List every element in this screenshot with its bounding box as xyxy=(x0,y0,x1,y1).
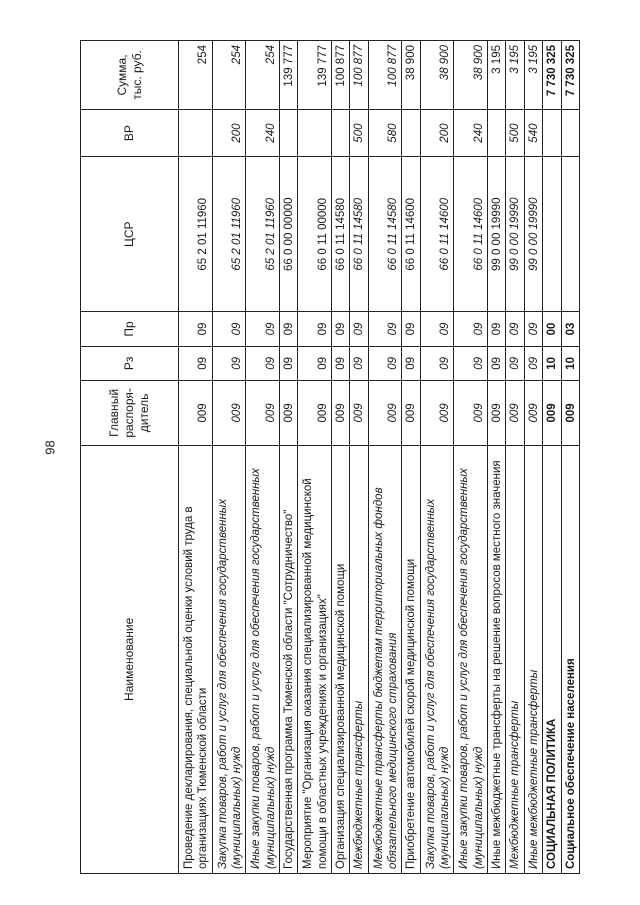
row-csr xyxy=(561,157,580,312)
row-sum: 3 195 xyxy=(524,41,542,110)
row-vr: 200 xyxy=(212,109,246,156)
header-sum: Сумма, тыс. руб. xyxy=(81,41,179,110)
row-pr: 09 xyxy=(420,312,454,346)
table-header-row xyxy=(81,41,179,874)
row-sum: 38 900 xyxy=(454,41,488,110)
row-pr: 09 xyxy=(402,312,420,346)
row-vr xyxy=(179,109,213,156)
row-csr: 65 2 01 11960 xyxy=(212,157,246,312)
row-csr: 99 0 00 19990 xyxy=(506,157,524,312)
row-rz: 09 xyxy=(246,346,280,380)
row-sum: 38 900 xyxy=(420,41,454,110)
row-csr: 66 0 11 14580 xyxy=(368,157,402,312)
row-grp: 009 xyxy=(350,381,368,446)
row-pr: 09 xyxy=(298,312,332,346)
row-pr: 09 xyxy=(279,312,297,346)
row-name: Иные закупки товаров, работ и услуг для обеспечения государственных (муниципальных) нужд xyxy=(246,445,280,873)
row-rz: 09 xyxy=(487,346,505,380)
row-vr: 500 xyxy=(506,109,524,156)
row-grp: 009 xyxy=(543,381,561,446)
row-name: Иные межбюджетные трансферты на решение вопросов местного значения xyxy=(487,445,505,873)
row-rz: 09 xyxy=(524,346,542,380)
table-row xyxy=(543,41,561,874)
row-name: Межбюджетные трансферты xyxy=(506,445,524,873)
table-row xyxy=(179,41,213,874)
row-vr xyxy=(487,109,505,156)
row-name: Приобретение автомобилей скорой медицинской помощи xyxy=(402,445,420,873)
header-name: Наименование xyxy=(81,445,179,873)
row-csr: 66 0 11 14580 xyxy=(331,157,349,312)
header-grp: Главный распоря-дитель xyxy=(81,381,179,446)
row-sum: 100 877 xyxy=(350,41,368,110)
row-rz: 09 xyxy=(454,346,488,380)
row-grp: 009 xyxy=(506,381,524,446)
row-name: Проведение декларирования, специальной оценки условий труда в организациях Тюменской области xyxy=(179,445,213,873)
row-sum: 139 777 xyxy=(298,41,332,110)
row-pr: 09 xyxy=(350,312,368,346)
row-pr: 09 xyxy=(246,312,280,346)
table-row xyxy=(454,41,488,874)
row-vr: 500 xyxy=(350,109,368,156)
rotated-page xyxy=(80,40,580,874)
table-row xyxy=(506,41,524,874)
row-name: Социальное обеспечение населения xyxy=(561,445,580,873)
row-sum: 3 195 xyxy=(506,41,524,110)
row-rz: 09 xyxy=(402,346,420,380)
row-pr: 00 xyxy=(543,312,561,346)
row-grp: 009 xyxy=(212,381,246,446)
row-sum: 100 877 xyxy=(331,41,349,110)
budget-table xyxy=(80,40,580,874)
row-name: Государственная программа Тюменской области "Сотрудничество" xyxy=(279,445,297,873)
row-grp: 009 xyxy=(179,381,213,446)
row-csr: 66 0 11 14600 xyxy=(402,157,420,312)
row-grp: 009 xyxy=(487,381,505,446)
row-csr: 66 0 11 14600 xyxy=(420,157,454,312)
row-pr: 09 xyxy=(524,312,542,346)
row-csr: 65 2 01 11960 xyxy=(246,157,280,312)
table-row xyxy=(212,41,246,874)
table-row xyxy=(350,41,368,874)
row-grp: 009 xyxy=(420,381,454,446)
header-csr: ЦСР xyxy=(81,157,179,312)
row-grp: 009 xyxy=(279,381,297,446)
row-name: Закупка товаров, работ и услуг для обеспечения государственных (муниципальных) нужд xyxy=(212,445,246,873)
header-vr: ВР xyxy=(81,109,179,156)
row-sum: 100 877 xyxy=(368,41,402,110)
row-grp: 009 xyxy=(331,381,349,446)
table-row xyxy=(368,41,402,874)
row-grp: 009 xyxy=(402,381,420,446)
row-vr: 240 xyxy=(246,109,280,156)
row-pr: 09 xyxy=(487,312,505,346)
row-rz: 10 xyxy=(543,346,561,380)
row-csr: 66 0 11 14600 xyxy=(454,157,488,312)
row-name: Иные закупки товаров, работ и услуг для обеспечения государственных (муниципальных) нужд xyxy=(454,445,488,873)
table-row xyxy=(561,41,580,874)
row-grp: 009 xyxy=(524,381,542,446)
table-row xyxy=(298,41,332,874)
row-rz: 09 xyxy=(506,346,524,380)
row-csr: 99 0 00 19990 xyxy=(524,157,542,312)
row-pr: 09 xyxy=(506,312,524,346)
row-pr: 09 xyxy=(454,312,488,346)
row-rz: 09 xyxy=(420,346,454,380)
row-vr: 200 xyxy=(420,109,454,156)
row-rz: 09 xyxy=(368,346,402,380)
row-sum: 139 777 xyxy=(279,41,297,110)
row-pr: 09 xyxy=(331,312,349,346)
table-row xyxy=(420,41,454,874)
row-sum: 3 195 xyxy=(487,41,505,110)
table-row xyxy=(279,41,297,874)
page-number: 98 xyxy=(42,440,58,455)
row-vr xyxy=(402,109,420,156)
row-vr: 540 xyxy=(524,109,542,156)
row-grp: 009 xyxy=(454,381,488,446)
table-row xyxy=(524,41,542,874)
row-name: Мероприятие "Организация оказания специализированной медицинской помощи в областных учреждениях и организациях" xyxy=(298,445,332,873)
row-rz: 10 xyxy=(561,346,580,380)
row-pr: 09 xyxy=(179,312,213,346)
table-row xyxy=(331,41,349,874)
row-sum: 7 730 325 xyxy=(543,41,561,110)
row-grp: 009 xyxy=(246,381,280,446)
row-pr: 09 xyxy=(212,312,246,346)
row-grp: 009 xyxy=(368,381,402,446)
row-name: Иные межбюджетные трансферты xyxy=(524,445,542,873)
row-sum: 38 900 xyxy=(402,41,420,110)
row-pr: 09 xyxy=(368,312,402,346)
row-csr xyxy=(543,157,561,312)
row-grp: 009 xyxy=(298,381,332,446)
row-name: Межбюджетные трансферты бюджетам территориальных фондов обязательного медицинского страхования xyxy=(368,445,402,873)
header-rz: Рз xyxy=(81,346,179,380)
header-pr: Пр xyxy=(81,312,179,346)
row-csr: 66 0 11 00000 xyxy=(298,157,332,312)
row-name: Организация специализированной медицинской помощи xyxy=(331,445,349,873)
row-vr xyxy=(331,109,349,156)
table-row xyxy=(487,41,505,874)
table-body xyxy=(179,41,580,874)
row-sum: 254 xyxy=(246,41,280,110)
row-rz: 09 xyxy=(279,346,297,380)
row-rz: 09 xyxy=(212,346,246,380)
row-pr: 03 xyxy=(561,312,580,346)
row-rz: 09 xyxy=(331,346,349,380)
row-rz: 09 xyxy=(298,346,332,380)
row-name: Закупка товаров, работ и услуг для обеспечения государственных (муниципальных) нужд xyxy=(420,445,454,873)
row-rz: 09 xyxy=(350,346,368,380)
row-csr: 99 0 00 19990 xyxy=(487,157,505,312)
row-grp: 009 xyxy=(561,381,580,446)
row-csr: 65 2 01 11960 xyxy=(179,157,213,312)
row-name: Межбюджетные трансферты xyxy=(350,445,368,873)
row-csr: 66 0 11 14580 xyxy=(350,157,368,312)
row-vr: 580 xyxy=(368,109,402,156)
table-row xyxy=(402,41,420,874)
row-rz: 09 xyxy=(179,346,213,380)
row-csr: 66 0 00 00000 xyxy=(279,157,297,312)
row-vr: 240 xyxy=(454,109,488,156)
row-vr xyxy=(543,109,561,156)
table-row xyxy=(246,41,280,874)
row-sum: 254 xyxy=(212,41,246,110)
row-sum: 254 xyxy=(179,41,213,110)
row-name: СОЦИАЛЬНАЯ ПОЛИТИКА xyxy=(543,445,561,873)
row-vr xyxy=(298,109,332,156)
row-vr xyxy=(561,109,580,156)
row-sum: 7 730 325 xyxy=(561,41,580,110)
row-vr xyxy=(279,109,297,156)
